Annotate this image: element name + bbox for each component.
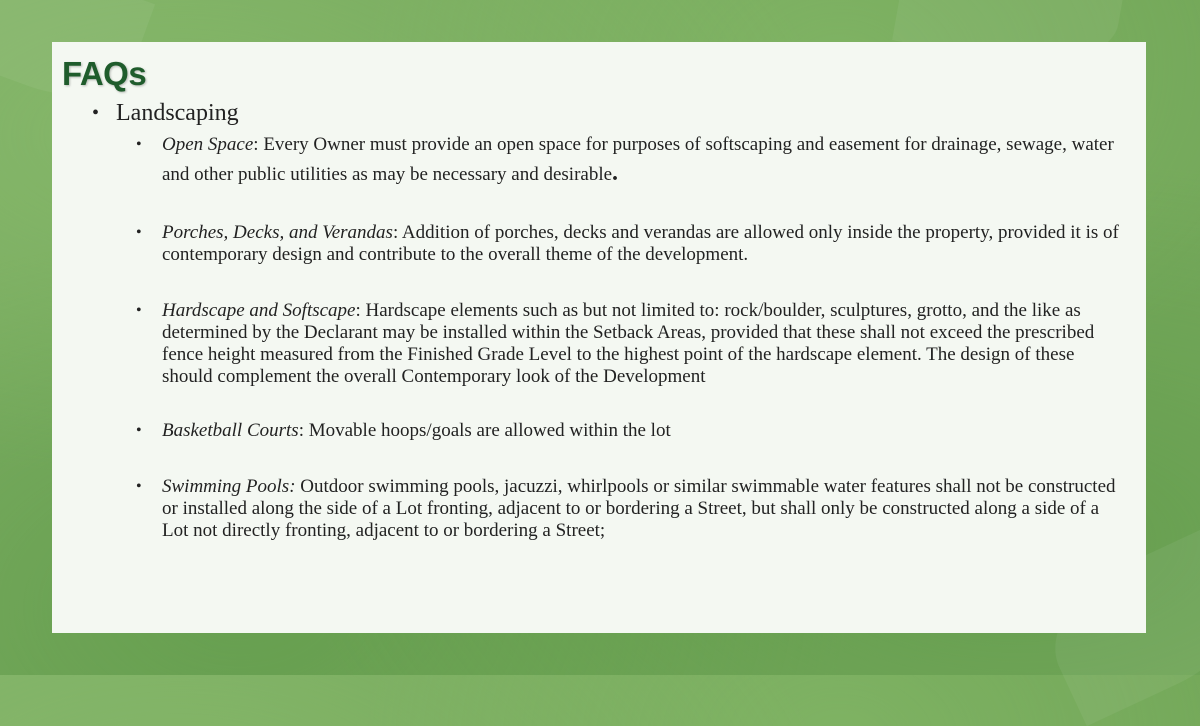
item-body: Movable hoops/goals are allowed within the lot xyxy=(303,420,671,441)
section-landscaping xyxy=(92,98,239,128)
item-body: Addition of porches, decks and verandas are allowed only inside the property, provided it is of contemporary design and contribute to the overall theme of the development. xyxy=(162,222,1119,265)
item-separator: : xyxy=(355,300,361,321)
bullet-icon: • xyxy=(136,478,142,495)
item-term: Basketball Courts xyxy=(162,420,299,441)
item-text xyxy=(162,420,1126,442)
section-label: Landscaping xyxy=(116,100,239,126)
list-item-basketball xyxy=(136,420,1126,442)
list-item-porches xyxy=(136,222,1126,266)
list-item-hardscape xyxy=(136,300,1126,388)
list-item-open-space xyxy=(136,130,1126,189)
item-term: Hardscape and Softscape xyxy=(162,300,356,321)
bullet-icon: • xyxy=(92,102,100,124)
item-body: Hardscape elements such as but not limited to: rock/boulder, sculptures, grotto, and the like as determined by the Declarant may be installed within the Setback Areas, provided that these shall not exceed the prescribed fence height measured from the Finished Grade Level to the highest point of the hardscape element. The design of these should complement the overall Contemporary look of the Development xyxy=(162,300,1095,387)
bullet-icon: • xyxy=(136,136,142,153)
item-end: . xyxy=(612,160,619,186)
item-text xyxy=(162,300,1126,388)
bullet-icon: • xyxy=(136,224,142,241)
bullet-icon: • xyxy=(136,422,142,439)
item-text xyxy=(162,476,1126,542)
bullet-icon: • xyxy=(136,302,142,319)
item-separator: : xyxy=(298,420,304,441)
item-body: Every Owner must provide an open space for purposes of softscaping and easement for drainage, sewage, water and other public utilities as may be necessary and desirable xyxy=(162,134,1114,185)
item-separator: : xyxy=(253,134,259,155)
list-item-swimming-pools xyxy=(136,476,1126,542)
item-term: Porches, Decks, and Verandas xyxy=(162,222,393,243)
item-body: Outdoor swimming pools, jacuzzi, whirlpools or similar swimmable water features shall not be constructed or installed along the side of a Lot fronting, adjacent to or bordering a Street, but shall only be constructed along a side of a Lot not directly fronting, adjacent to or bordering a Street; xyxy=(162,476,1116,541)
item-separator: : xyxy=(392,222,399,243)
item-text xyxy=(162,130,1126,189)
item-term: Swimming Pools: xyxy=(162,476,296,497)
item-text xyxy=(162,222,1126,266)
content-panel xyxy=(52,42,1146,633)
slide-title: FAQs xyxy=(62,55,147,92)
item-term: Open Space xyxy=(162,134,254,155)
